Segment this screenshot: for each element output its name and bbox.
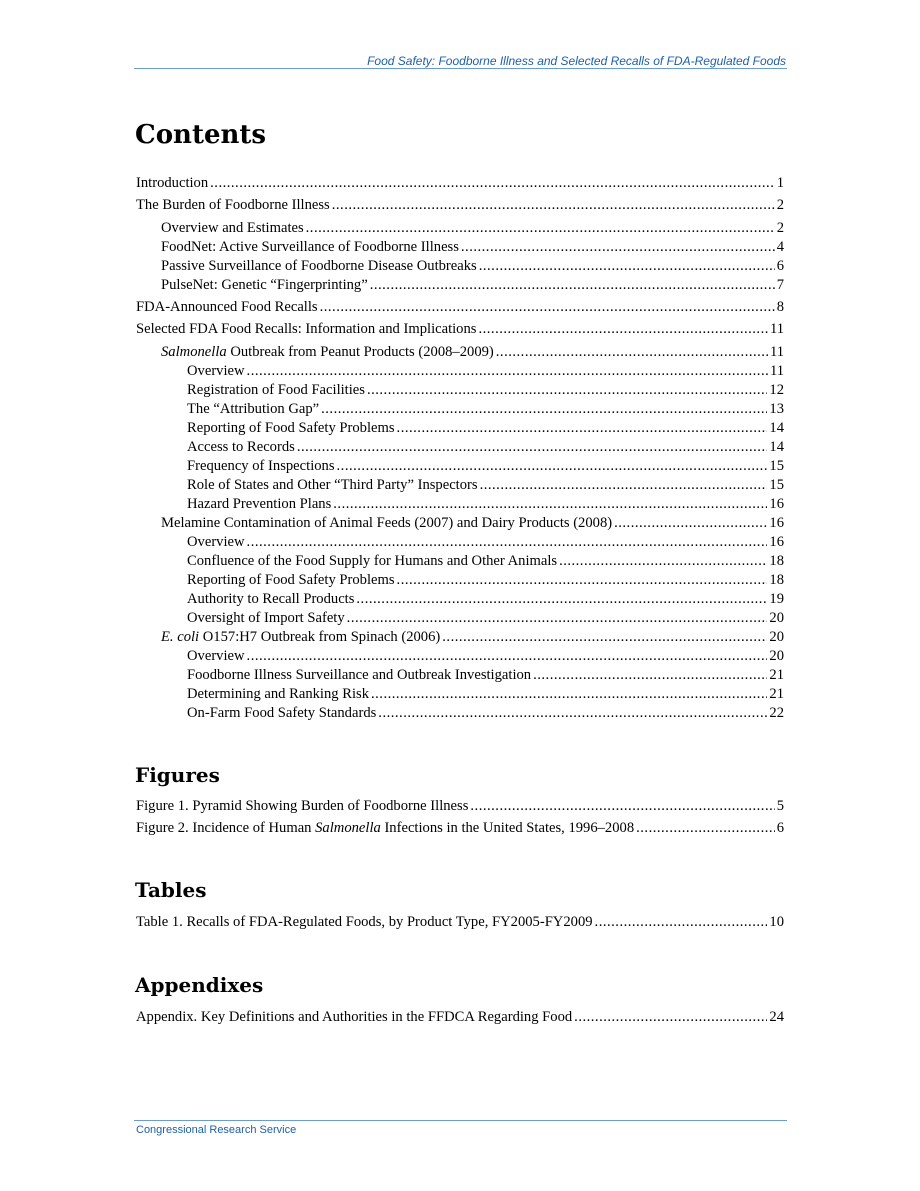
toc-entry[interactable] [161, 343, 784, 362]
toc-entry[interactable] [136, 913, 784, 932]
dot-leader [371, 685, 767, 704]
toc-entry-label: Reporting of Food Safety Problems [187, 572, 395, 588]
toc-entry-label: Figure 1. Pyramid Showing Burden of Foodborne Illness [136, 798, 469, 814]
toc-entry-page: 13 [769, 401, 784, 417]
toc-entry-label: Frequency of Inspections [187, 458, 335, 474]
italic-term: Salmonella [315, 820, 381, 836]
toc-entry-label [161, 628, 440, 647]
toc-entry-page: 14 [769, 439, 784, 455]
dot-leader [480, 476, 768, 495]
dot-leader [478, 320, 767, 339]
toc-entry-label: Access to Records [187, 439, 295, 455]
toc-entry-page: 20 [769, 648, 784, 664]
toc-entry-label: Overview and Estimates [161, 220, 304, 236]
toc-entry[interactable] [187, 400, 784, 419]
toc-entry-page: 22 [769, 705, 784, 721]
toc-entry-label: Passive Surveillance of Foodborne Disease Outbreaks [161, 258, 477, 274]
dot-leader [370, 276, 775, 295]
toc-entry-page: 18 [769, 553, 784, 569]
toc-entry[interactable] [187, 666, 784, 685]
toc-entry-page: 21 [769, 667, 784, 683]
dot-leader [397, 419, 768, 438]
toc-entry[interactable] [187, 571, 784, 590]
dot-leader [470, 797, 774, 816]
toc-entry[interactable] [187, 457, 784, 476]
toc-entry-label: Selected FDA Food Recalls: Information and Implications [136, 321, 477, 337]
toc-entry-page: 2 [776, 220, 784, 236]
toc-entry[interactable] [136, 174, 784, 193]
toc-entry-label-pre: Figure 2. Incidence of Human [136, 820, 316, 836]
dot-leader [614, 514, 767, 533]
toc-entry-label: Introduction [136, 175, 209, 191]
dot-leader [337, 457, 768, 476]
toc-entry[interactable] [136, 819, 784, 838]
toc-entry-page: 6 [776, 258, 784, 274]
toc-entry-page: 15 [769, 458, 784, 474]
toc-entry-label-rest: O157:H7 Outbreak from Spinach (2006) [199, 629, 441, 645]
toc-entry[interactable] [136, 196, 784, 215]
dot-leader [321, 400, 767, 419]
toc-entry-label: Authority to Recall Products [187, 591, 355, 607]
toc-entry-label: Overview [187, 363, 245, 379]
dot-leader [332, 196, 775, 215]
toc-entry-label [136, 819, 634, 838]
toc-entry[interactable] [136, 298, 784, 317]
toc-entry-page: 19 [769, 591, 784, 607]
dot-leader [367, 381, 767, 400]
dot-leader [333, 495, 767, 514]
dot-leader [210, 174, 775, 193]
toc-entry-page: 16 [769, 496, 784, 512]
toc-entry-label-rest: Outbreak from Peanut Products (2008–2009) [226, 344, 494, 360]
dot-leader [247, 533, 768, 552]
toc-entry-page: 2 [776, 197, 784, 213]
toc-entry-label: The “Attribution Gap” [187, 401, 320, 417]
italic-term: E. coli [161, 629, 200, 645]
dot-leader [378, 704, 767, 723]
toc-entry[interactable] [161, 628, 784, 647]
toc-entry-page: 16 [769, 534, 784, 550]
toc-entry-label: FoodNet: Active Surveillance of Foodborne Illness [161, 239, 459, 255]
toc-entry-page: 16 [769, 515, 784, 531]
toc-entry[interactable] [161, 257, 784, 276]
toc-entry-label: Reporting of Food Safety Problems [187, 420, 395, 436]
dot-leader [347, 609, 768, 628]
dot-leader [574, 1008, 767, 1027]
toc-entry-label: Overview [187, 648, 245, 664]
toc-entry[interactable] [136, 1008, 784, 1027]
dot-leader [559, 552, 767, 571]
toc-entry-page: 20 [769, 629, 784, 645]
toc-entry-page: 21 [769, 686, 784, 702]
dot-leader [297, 438, 768, 457]
dot-leader [247, 647, 768, 666]
toc-entry-label: Melamine Contamination of Animal Feeds (2007) and Dairy Products (2008) [161, 515, 613, 531]
toc-entry-page: 24 [769, 1009, 784, 1025]
toc-entry-page: 11 [769, 344, 784, 360]
toc-entry-label: Overview [187, 534, 245, 550]
footer-publisher: Congressional Research Service [136, 1124, 297, 1136]
dot-leader [442, 628, 767, 647]
toc-entry-label: Appendix. Key Definitions and Authorities in the FFDCA Regarding Food [136, 1009, 573, 1025]
toc-entry[interactable] [187, 590, 784, 609]
toc-entry-label: Role of States and Other “Third Party” Inspectors [187, 477, 478, 493]
toc-entry-page: 11 [769, 363, 784, 379]
footer-rule [134, 1120, 787, 1121]
contents-heading: Contents [135, 120, 267, 150]
appendixes-heading: Appendixes [135, 973, 264, 997]
toc-entry[interactable] [161, 514, 784, 533]
toc-entry-label: FDA-Announced Food Recalls [136, 299, 318, 315]
toc-entry-label-rest: Infections in the United States, 1996–2008 [380, 820, 635, 836]
toc-entry-page: 10 [769, 914, 784, 930]
dot-leader [320, 298, 775, 317]
toc-entry-label: PulseNet: Genetic “Fingerprinting” [161, 277, 368, 293]
dot-leader [461, 238, 775, 257]
toc-entry[interactable] [161, 276, 784, 295]
toc-entry[interactable] [136, 797, 784, 816]
toc-entry-page: 20 [769, 610, 784, 626]
dot-leader [356, 590, 767, 609]
toc-entry[interactable] [187, 495, 784, 514]
toc-entry-label: Foodborne Illness Surveillance and Outbreak Investigation [187, 667, 532, 683]
toc-entry-label: Hazard Prevention Plans [187, 496, 332, 512]
toc-entry-label [161, 343, 494, 362]
figures-heading: Figures [135, 763, 220, 787]
dot-leader [595, 913, 768, 932]
toc-entry[interactable] [187, 647, 784, 666]
toc-entry-page: 8 [776, 299, 784, 315]
toc-entry[interactable] [187, 438, 784, 457]
toc-entry[interactable] [187, 685, 784, 704]
dot-leader [496, 343, 768, 362]
toc-entry[interactable] [161, 219, 784, 238]
toc-entry[interactable] [161, 238, 784, 257]
toc-entry[interactable] [187, 533, 784, 552]
toc-entry-page: 15 [769, 477, 784, 493]
header-rule [134, 68, 787, 69]
toc-entry-label: Confluence of the Food Supply for Humans and Other Animals [187, 553, 558, 569]
toc-entry-page: 5 [776, 798, 784, 814]
dot-leader [247, 362, 768, 381]
toc-entry[interactable] [187, 476, 784, 495]
toc-entry-page: 6 [776, 820, 784, 836]
toc-entry-label: Oversight of Import Safety [187, 610, 345, 626]
dot-leader [306, 219, 775, 238]
toc-entry-page: 1 [776, 175, 784, 191]
dot-leader [397, 571, 768, 590]
toc-entry-page: 12 [769, 382, 784, 398]
toc-entry[interactable] [187, 552, 784, 571]
toc-entry-label: On-Farm Food Safety Standards [187, 705, 377, 721]
dot-leader [533, 666, 767, 685]
toc-entry[interactable] [187, 362, 784, 381]
dot-leader [636, 819, 775, 838]
toc-entry-page: 4 [776, 239, 784, 255]
toc-entry[interactable] [187, 381, 784, 400]
toc-entry-page: 14 [769, 420, 784, 436]
running-header-title: Food Safety: Foodborne Illness and Selected Recalls of FDA-Regulated Foods [367, 54, 786, 68]
toc-entry-label: The Burden of Foodborne Illness [136, 197, 330, 213]
toc-entry-label: Registration of Food Facilities [187, 382, 365, 398]
toc-entry[interactable] [136, 320, 784, 339]
toc-entry[interactable] [187, 704, 784, 723]
toc-entry-label: Table 1. Recalls of FDA-Regulated Foods, by Product Type, FY2005-FY2009 [136, 914, 593, 930]
toc-entry-page: 18 [769, 572, 784, 588]
toc-entry-page: 11 [769, 321, 784, 337]
toc-entry-label: Determining and Ranking Risk [187, 686, 369, 702]
toc-entry[interactable] [187, 609, 784, 628]
toc-entry[interactable] [187, 419, 784, 438]
italic-term: Salmonella [161, 344, 227, 360]
dot-leader [479, 257, 775, 276]
toc-entry-page: 7 [776, 277, 784, 293]
tables-heading: Tables [135, 878, 207, 902]
